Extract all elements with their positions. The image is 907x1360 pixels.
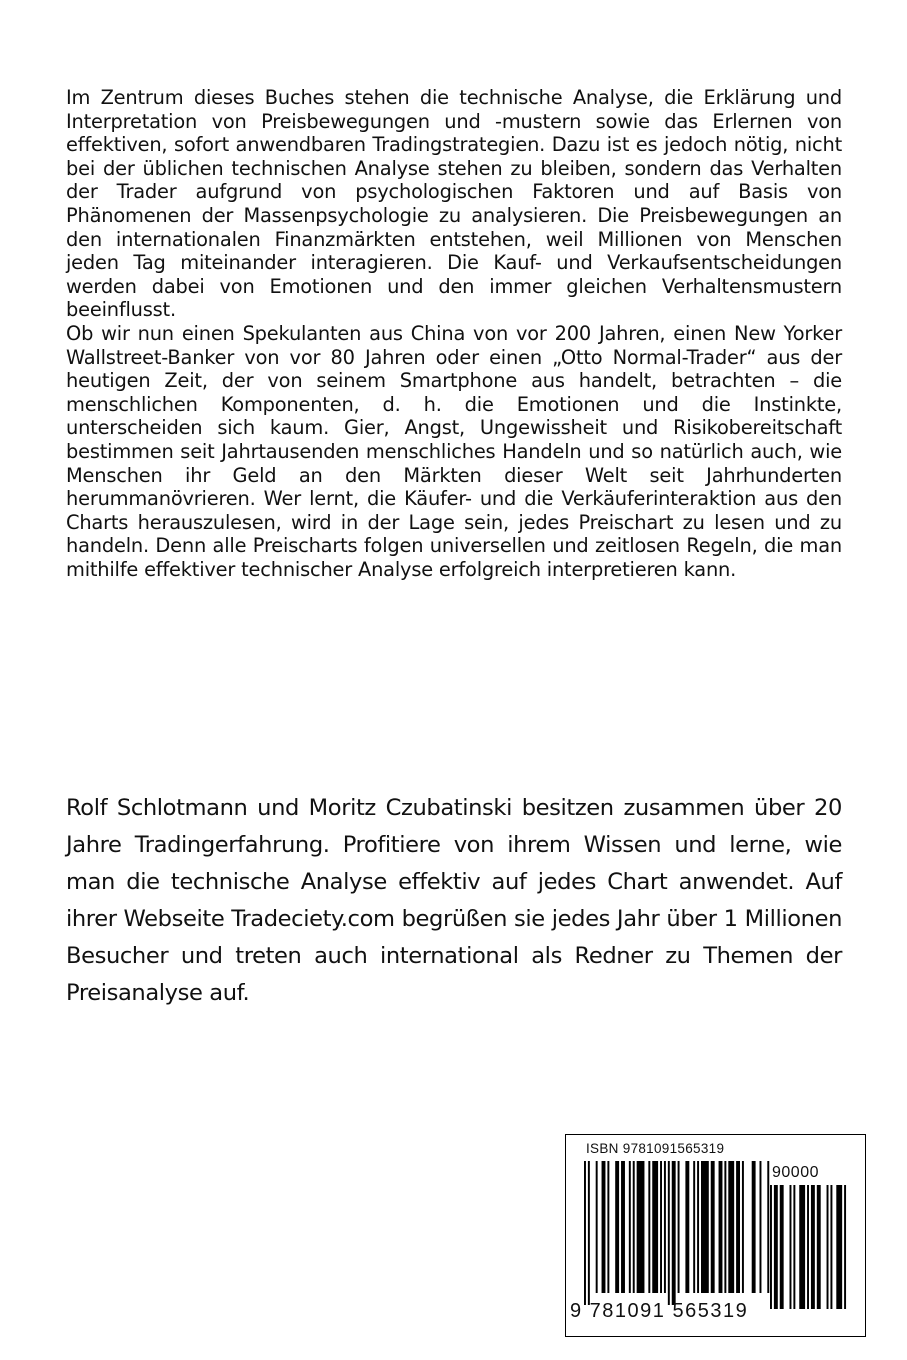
barcode-bar: [621, 1161, 625, 1293]
barcode-bar: [752, 1161, 756, 1293]
barcode-bar: [697, 1161, 699, 1293]
blurb-paragraph-2: Ob wir nun einen Spekulanten aus China von vor 200 Jahren, einen New Yorker Wallstreet-Banker von vor 80 Jahren oder einen „Otto Normal-Trader“ aus der heutigen Zeit, der von seinem Smartphone aus handelt, betrachten – die menschlichen Komponenten, d. h. die Emotionen und die Instinkte, unterscheiden sich kaum. Gier, Angst, Ungewissheit und Risikobereitschaft bestimmen seit Jahrtausenden menschliches Handeln und so natürlich auch, wie Menschen ihr Geld an den Märkten dieser Welt seit Jahrhunderten herummanövrieren. Wer lernt, die Käufer- und die Verkäuferinteraktion aus den Charts herauszulesen, wird in der Lage sein, jedes Preischart zu lesen und zu handeln. Denn alle Preischarts folgen universellen und zeitlosen Regeln, die man mithilfe effektiver technischer Analyse erfolgreich interpretieren kann.: [66, 321, 842, 581]
barcode-bar: [780, 1185, 784, 1309]
barcode-bar: [629, 1161, 631, 1293]
barcode-bar: [637, 1161, 645, 1293]
barcode-bar: [827, 1185, 829, 1309]
barcode-bar: [672, 1161, 676, 1305]
barcode-bar: [736, 1161, 740, 1293]
barcode-bar: [607, 1161, 609, 1293]
ean13-barcode-bars: [584, 1161, 770, 1309]
barcode-bar: [760, 1161, 762, 1293]
barcode-bar: [844, 1185, 846, 1309]
barcode-bar: [652, 1161, 658, 1293]
author-bio: Rolf Schlotmann und Moritz Czubatinski besitzen zusammen über 20 Jahre Tradingerfahrung. Profitiere von ihrem Wissen und lerne, wie man die technische Analyse effektiv auf jedes Chart anwendet. Auf ihrer Webseite Tradeciety.com begrüßen sie jedes Jahr über 1 Millionen Besucher und treten auch international als Redner zu Themen der Preisanalyse auf.: [66, 795, 842, 1006]
barcode-bar: [602, 1161, 606, 1293]
isbn-barcode: [565, 1134, 866, 1337]
barcode-digits: 9 781091 565319: [570, 1300, 749, 1322]
barcode-bar: [811, 1185, 815, 1309]
barcode-bar: [693, 1161, 695, 1293]
barcode-bar: [767, 1161, 769, 1293]
back-cover-blurb: [66, 86, 842, 581]
barcode-bar: [719, 1161, 723, 1293]
barcode-bar: [742, 1161, 744, 1293]
barcode-bar: [724, 1161, 726, 1293]
barcode-bar: [584, 1161, 586, 1305]
barcode-bar: [711, 1161, 715, 1293]
barcode-bar: [596, 1161, 598, 1293]
barcode-bar: [660, 1161, 662, 1293]
barcode-bar: [664, 1161, 666, 1293]
barcode-bar: [817, 1185, 821, 1309]
price-addon-digits: 90000: [772, 1164, 819, 1181]
isbn-label: ISBN 9781091565319: [586, 1141, 725, 1156]
barcode-bar: [633, 1161, 635, 1293]
barcode-bar: [678, 1161, 680, 1293]
addon-barcode-bars: [770, 1185, 848, 1309]
barcode-bar: [793, 1185, 795, 1309]
barcode-bar: [668, 1161, 670, 1305]
barcode-bar: [836, 1185, 842, 1309]
barcode-bar: [774, 1185, 778, 1309]
barcode-bar: [807, 1185, 809, 1309]
barcode-bar: [770, 1185, 772, 1309]
barcode-bar: [685, 1161, 689, 1293]
barcode-bar: [615, 1161, 619, 1293]
barcode-bar: [588, 1161, 590, 1305]
barcode-bar: [701, 1161, 709, 1293]
barcode-bar: [790, 1185, 792, 1309]
barcode-bar: [830, 1185, 832, 1309]
blurb-paragraph-1: Im Zentrum dieses Buches stehen die technische Analyse, die Erklärung und Interpretation von Preisbewegungen und -mustern sowie das Erlernen von effektiven, sofort anwendbaren Tradingstrategien. Dazu ist es jedoch nötig, nicht bei der üblichen technischen Analyse stehen zu bleiben, sondern das Verhalten der Trader aufgrund von psychologischen Faktoren und auf Basis von Phänomenen der Massenpsychologie zu analysieren. Die Preisbewegungen an den internationalen Finanzmärkten entstehen, weil Millionen von Menschen jeden Tag miteinander interagieren. Die Kauf- und Verkaufsentscheidungen werden dabei von Emotionen und den immer gleichen Verhaltensmustern beeinflusst.: [66, 86, 842, 322]
barcode-bar: [648, 1161, 650, 1293]
barcode-bar: [728, 1161, 734, 1293]
barcode-bar: [799, 1185, 805, 1309]
